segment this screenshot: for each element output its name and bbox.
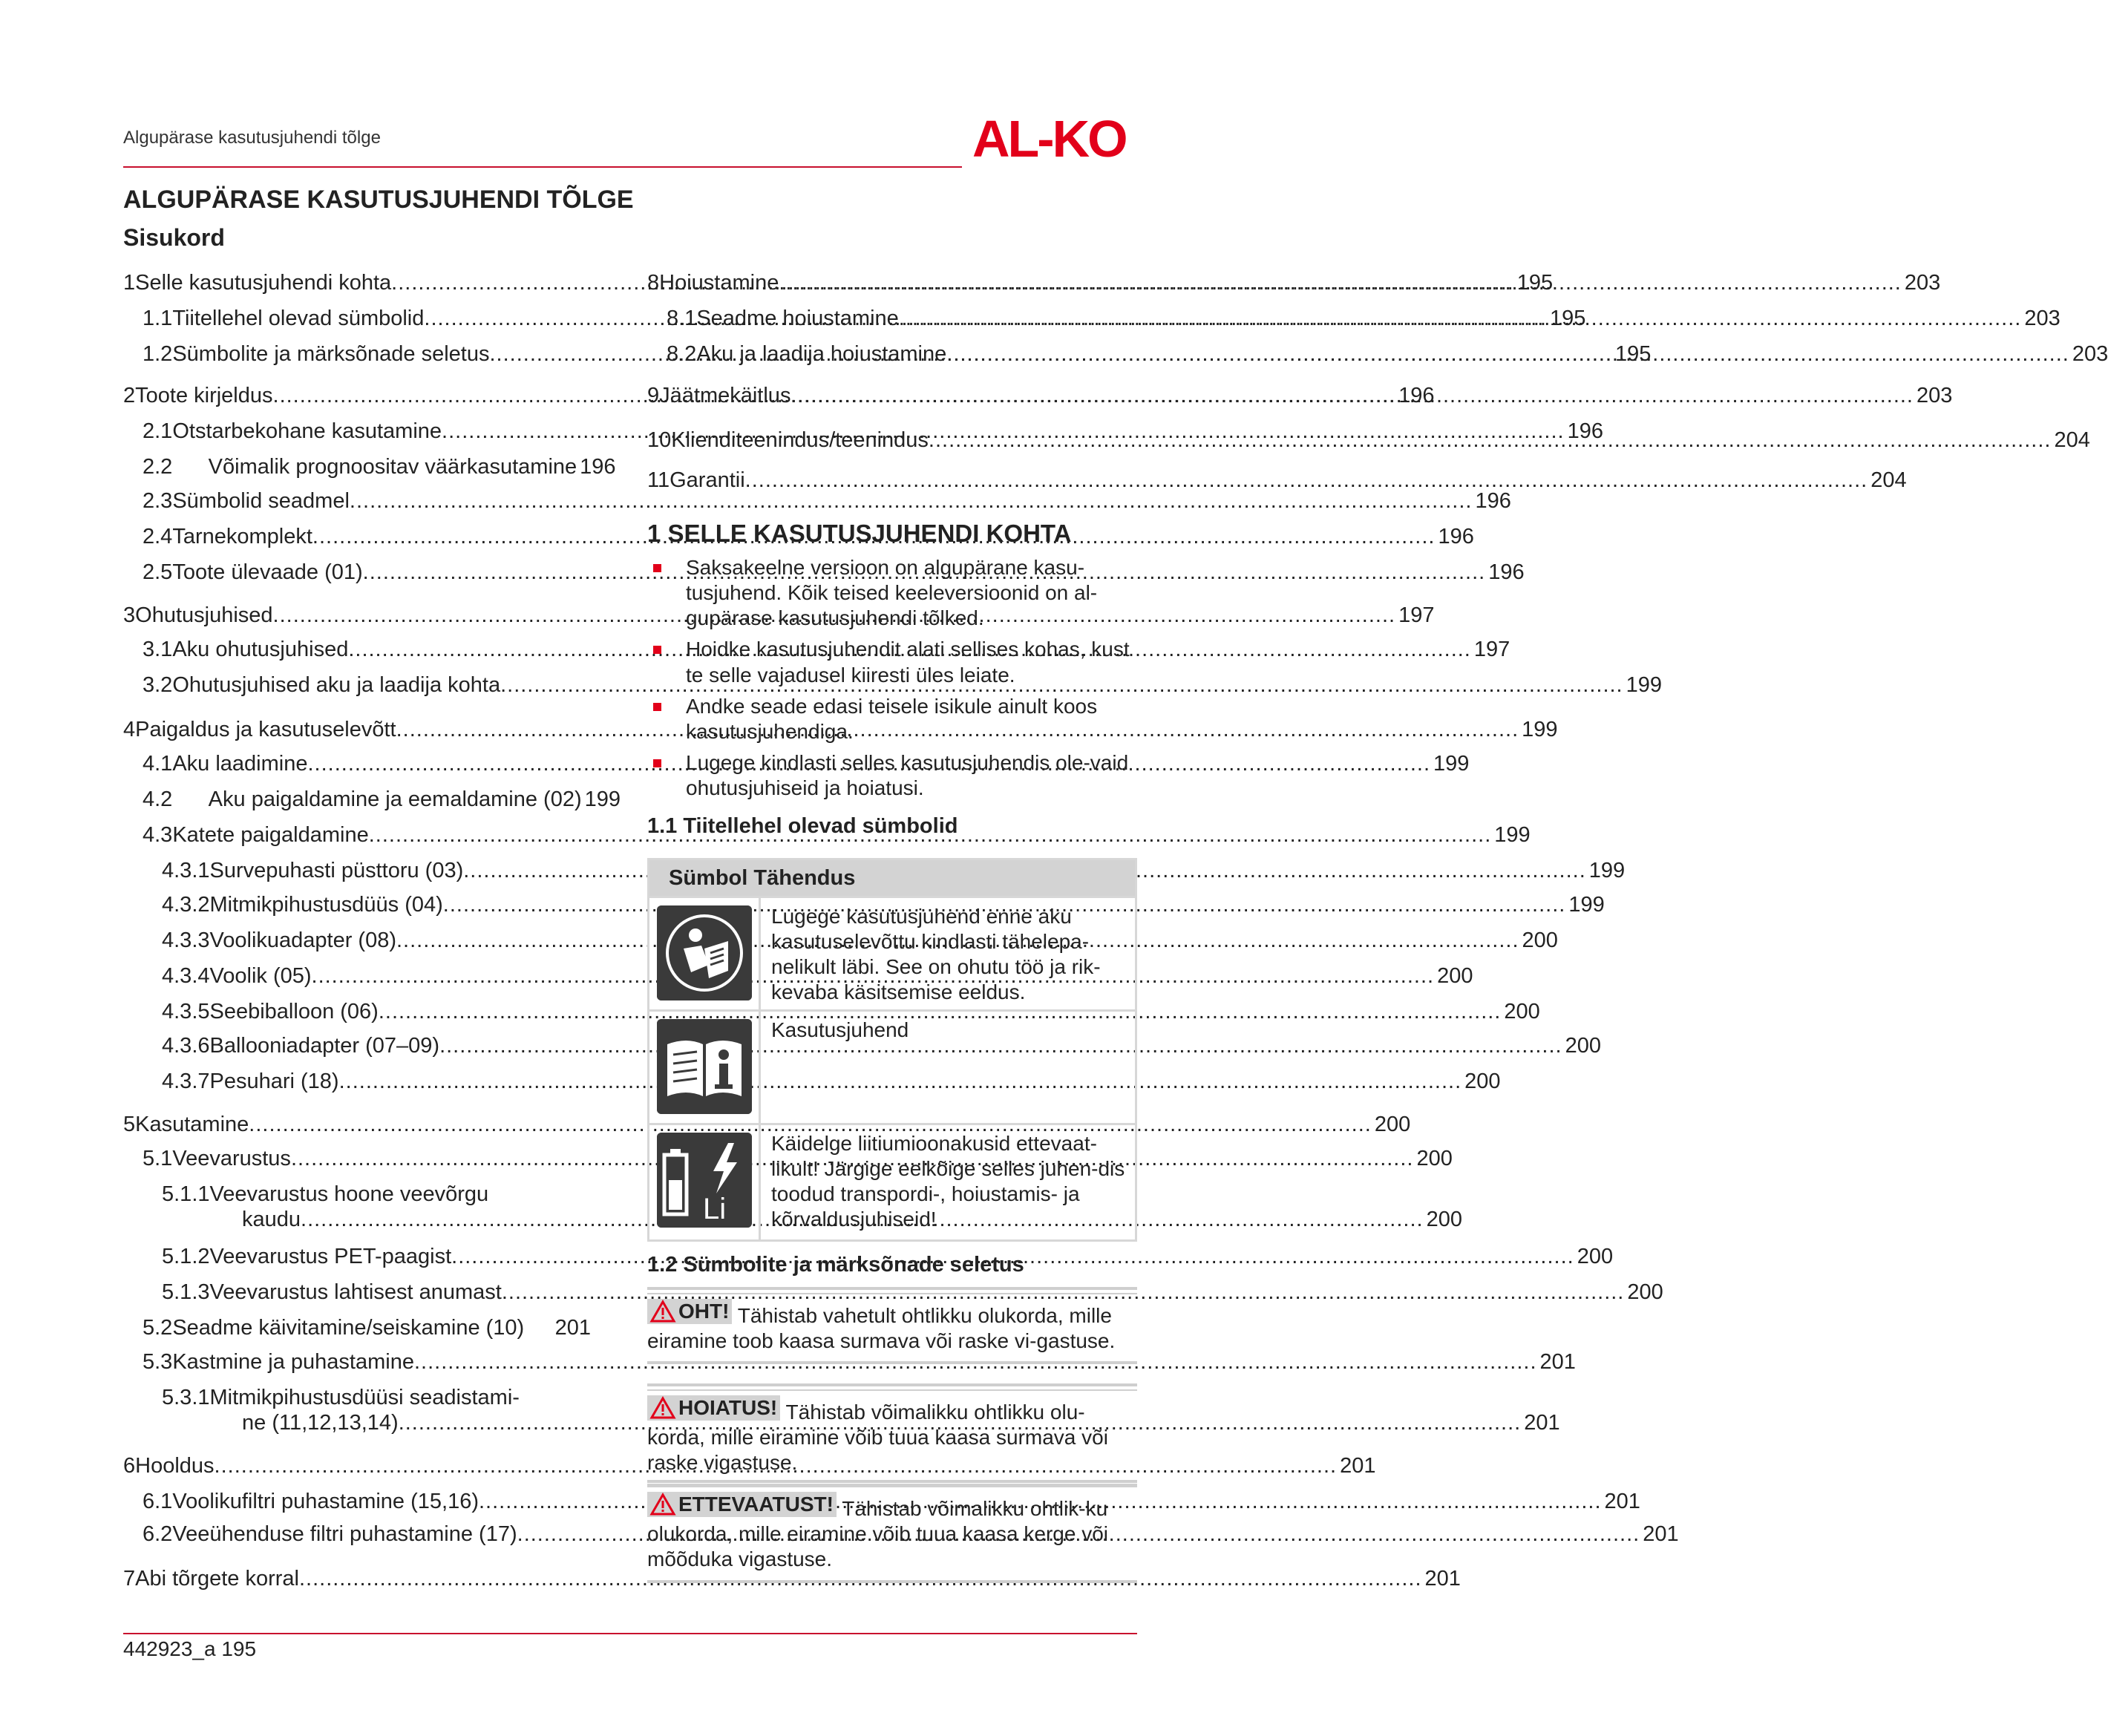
bullet-square-icon [653, 759, 661, 767]
warning-caution [647, 1383, 1137, 1487]
warning-label: OHT! [647, 1299, 732, 1324]
toc-entry[interactable]: 4.3.5 Seebiballoon (06) ..... 200 [162, 999, 591, 1025]
symbol-table [647, 858, 1137, 1242]
bullet-square-icon [653, 703, 661, 711]
toc-entry[interactable]: 4 Paigaldus ja kasutuselevõtt ..... 199 [123, 717, 591, 743]
warning-triangle-icon [650, 1397, 675, 1419]
toc-entry[interactable]: 4.3.4 Voolik (05) ..... 200 [162, 963, 591, 989]
toc-entry[interactable]: 5.3.1 Mitmikpihustusdüüsi seadistami- [162, 1386, 520, 1409]
list-item: Andke seade edasi teisele isikule ainult koos kasutusjuhendiga. [647, 694, 1137, 744]
symbol-meaning: Käidelge liitiumioonakusid ettevaat-likult! Järgige eelkõige selles juhen-dis toodud transpordi-, hoiustamis- ja kõrvaldusjuhiseid! [771, 1132, 1125, 1231]
list-item: Lugege kindlasti selles kasutusjuhendis ole-vaid ohutusjuhiseid ja hoiatusi. [647, 750, 1137, 801]
toc-entry[interactable]: 5.1.1 Veevarustus hoone veevõrgu [162, 1182, 489, 1206]
warning-triangle-icon [650, 1300, 675, 1323]
toc-entry[interactable]: 4.3.6 Ballooniadapter (07–09) ..... 200 [162, 1033, 591, 1059]
warning-text: Tähistab võimalikku ohtlik-ku olukorda, mille eiramine võib tuua kaasa kerge või mõõduka vigastuse. [647, 1497, 1108, 1571]
header-rule [123, 166, 962, 168]
bullet-square-icon [653, 564, 661, 572]
toc-entry[interactable]: 1.2 Sümbolite ja märksõnade seletus ..... 195 [143, 341, 591, 367]
toc-entry[interactable]: 2.1 Otstarbekohane kasutamine ..... 196 [143, 419, 591, 445]
toc-entry[interactable]: kaudu ..... 200 [242, 1207, 613, 1233]
toc-entry[interactable]: 9 Jäätmekäitlus ..... 203 [647, 383, 1115, 409]
toc-entry[interactable]: 2 Toote kirjeldus ..... 196 [123, 383, 591, 409]
toc-entry[interactable]: 1.1 Tiitellehel olevad sümbolid ..... 195 [143, 306, 591, 332]
toc-entry[interactable]: 3.1 Aku ohutusjuhised ..... 197 [143, 637, 591, 663]
toc-entry[interactable]: 5.1.2 Veevarustus PET-paagist ..... 200 [162, 1244, 591, 1270]
table-row [649, 896, 1135, 1009]
toc-entry[interactable]: 6.1 Voolikufiltri puhastamine (15,16) ..... 201 [143, 1489, 591, 1515]
table-row [649, 1123, 1135, 1239]
toc-entry[interactable]: 5.3 Kastmine ja puhastamine ..... 201 [143, 1349, 591, 1375]
bullet-list [647, 555, 1137, 839]
toc-entry[interactable]: 2.3 Sümbolid seadmel ..... 196 [143, 488, 591, 514]
toc-entry[interactable]: 8.2 Aku ja laadija hoiustamine ..... 203 [667, 341, 1115, 367]
lithium-battery-icon [657, 1133, 752, 1228]
toc-entry[interactable]: 5.2 Seadme käivitamine/seiskamine (10) 201 [143, 1316, 591, 1340]
toc-entry[interactable]: 2.2 Võimalik prognoositav väärkasutamine 196 [143, 455, 616, 479]
toc-entry[interactable]: 8.1 Seadme hoiustamine ..... 203 [667, 306, 1115, 332]
page-footer: 442923_a 195 [123, 1637, 257, 1660]
toc-entry[interactable]: 4.3.2 Mitmikpihustusdüüs (04) ..... 199 [162, 892, 591, 918]
toc-entry[interactable]: 4.3.3 Voolikuadapter (08) ..... 200 [162, 928, 591, 954]
toc-entry[interactable]: 4.3 Katete paigaldamine ..... 199 [143, 822, 591, 848]
running-header: Algupärase kasutusjuhendi tõlge [123, 128, 381, 148]
table-row [649, 1009, 1135, 1123]
subsection-heading: 1.1 Tiitellehel olevad sümbolid [647, 814, 958, 839]
doc-title: ALGUPÄRASE KASUTUSJUHENDI TÕLGE [123, 186, 634, 214]
symbol-meaning: Lugege kasutusjuhend enne aku kasutuselevõttu kindlasti tähelepa-nelikult läbi. See on ohutu töö ja rik-kevaba käsitsemise eeldus. [771, 905, 1101, 1004]
toc-entry[interactable]: 11 Garantii ..... 204 [647, 468, 1115, 494]
warning-attention [647, 1480, 1137, 1583]
warning-text: Tähistab võimalikku ohtlikku olu-korda, mille eiramine võib tuua kaasa surmava või raske vigastuse. [647, 1401, 1108, 1475]
symbol-meaning: Kasutusjuhend [771, 1018, 909, 1041]
toc-entry[interactable]: 10 Klienditeenindus/teenindus ..... 204 [647, 428, 1115, 453]
svg-text:Li: Li [702, 1193, 726, 1225]
toc-entry[interactable]: 5.1.3 Veevarustus lahtisest anumast ..... 200 [162, 1280, 591, 1306]
toc-entry[interactable]: 7 Abi tõrgete korral ..... 201 [123, 1566, 591, 1592]
toc-entry[interactable]: 5 Kasutamine ..... 200 [123, 1112, 591, 1138]
subsection-heading: 1.2 Sümbolite ja märksõnade seletus [647, 1253, 1024, 1277]
warning-triangle-icon [650, 1493, 675, 1516]
table-header: Sümbol Tähendus [649, 860, 1135, 896]
warning-label: ETTEVAATUST! [647, 1492, 837, 1517]
toc-entry[interactable]: 4.2 Aku paigaldamine ja eemaldamine (02) 199 [143, 787, 621, 811]
toc-entry[interactable]: 6.2 Veeühenduse filtri puhastamine (17) ..... 201 [143, 1522, 591, 1547]
footer-rule [123, 1633, 1137, 1634]
toc-entry[interactable]: 8 Hoiustamine ..... 203 [647, 270, 1115, 296]
list-item: Saksakeelne versioon on algupärane kasu-tusjuhend. Kõik teised keeleversioonid on al-gupärase kasutusjuhendi tõlked. [647, 555, 1137, 631]
warning-text: Tähistab vahetult ohtlikku olukorda, mille eiramine toob kaasa surmava või raske vi-gastuse. [647, 1304, 1116, 1353]
read-manual-icon [657, 905, 752, 1000]
toc-entry[interactable]: 5.1 Veevarustus ..... 200 [143, 1146, 591, 1172]
warning-danger [647, 1287, 1137, 1364]
alko-logo: AL-KO [972, 110, 1126, 168]
toc-entry[interactable]: 3.2 Ohutusjuhised aku ja laadija kohta ..... 199 [143, 672, 591, 698]
toc-entry[interactable]: 1 Selle kasutusjuhendi kohta ..... 195 [123, 270, 591, 296]
toc-entry[interactable]: 4.1 Aku laadimine ..... 199 [143, 751, 591, 777]
toc-entry[interactable]: 6 Hooldus ..... 201 [123, 1453, 591, 1479]
section-heading: 1 SELLE KASUTUSJUHENDI KOHTA [647, 520, 1072, 547]
warning-label: HOIATUS! [647, 1395, 780, 1421]
toc-heading: Sisukord [123, 224, 225, 251]
manual-info-icon [657, 1019, 752, 1114]
toc-entry[interactable]: 4.3.7 Pesuhari (18) ..... 200 [162, 1069, 591, 1095]
toc-entry[interactable]: 4.3.1 Survepuhasti püsttoru (03) ..... 199 [162, 858, 591, 884]
toc-entry[interactable]: 2.5 Toote ülevaade (01) ..... 196 [143, 560, 591, 586]
toc-entry[interactable]: 3 Ohutusjuhised ..... 197 [123, 603, 591, 629]
list-item: Hoidke kasutusjuhendit alati sellises kohas, kust te selle vajadusel kiiresti üles leiate. [647, 637, 1137, 687]
bullet-square-icon [653, 646, 661, 654]
toc-entry[interactable]: ne (11,12,13,14) ..... 201 [242, 1410, 613, 1436]
toc-entry[interactable]: 2.4 Tarnekomplekt ..... 196 [143, 524, 591, 550]
